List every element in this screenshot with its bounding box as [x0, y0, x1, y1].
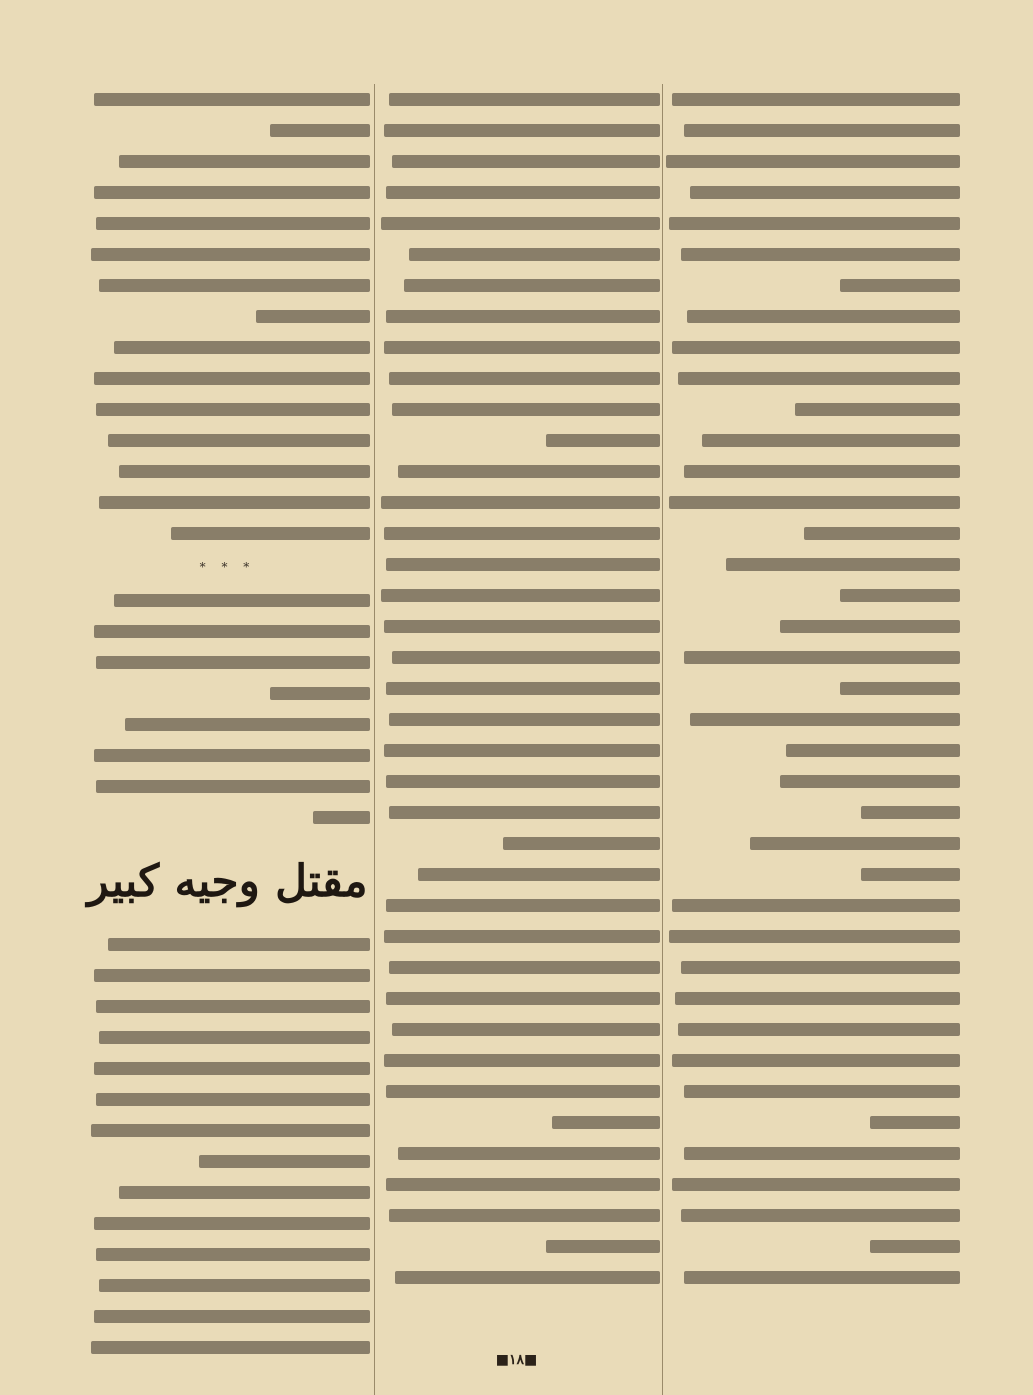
text-line	[660, 208, 960, 239]
text-line	[375, 425, 660, 456]
text-line	[375, 704, 660, 735]
text-line	[375, 1169, 660, 1200]
text-line	[85, 585, 370, 616]
text-line	[375, 177, 660, 208]
text-line	[660, 115, 960, 146]
text-line	[660, 394, 960, 425]
text-line	[660, 952, 960, 983]
text-line	[375, 859, 660, 890]
text-line	[85, 425, 370, 456]
text-line	[660, 456, 960, 487]
text-line	[85, 678, 370, 709]
text-line	[85, 146, 370, 177]
text-line	[85, 239, 370, 270]
text-line	[375, 921, 660, 952]
text-line	[85, 1177, 370, 1208]
text-line	[660, 270, 960, 301]
text-line	[85, 771, 370, 802]
text-line	[375, 1014, 660, 1045]
text-line	[660, 332, 960, 363]
text-line	[660, 1014, 960, 1045]
text-line	[660, 1200, 960, 1231]
text-line	[660, 673, 960, 704]
text-line	[85, 1146, 370, 1177]
text-line	[85, 1208, 370, 1239]
text-line	[375, 1076, 660, 1107]
text-line	[85, 991, 370, 1022]
text-line	[375, 208, 660, 239]
text-line	[85, 1239, 370, 1270]
text-line	[660, 859, 960, 890]
text-line	[85, 301, 370, 332]
text-line	[85, 363, 370, 394]
text-line	[85, 208, 370, 239]
text-line	[375, 642, 660, 673]
text-line	[375, 363, 660, 394]
text-line	[85, 740, 370, 771]
text-line	[85, 270, 370, 301]
text-line	[375, 549, 660, 580]
text-line	[85, 518, 370, 549]
text-line	[85, 394, 370, 425]
text-line	[660, 735, 960, 766]
text-line	[85, 709, 370, 740]
text-line	[660, 766, 960, 797]
text-line	[85, 1301, 370, 1332]
text-line	[375, 518, 660, 549]
text-line	[375, 239, 660, 270]
text-line	[375, 1045, 660, 1076]
text-line	[375, 301, 660, 332]
text-line	[660, 1045, 960, 1076]
text-line	[660, 1076, 960, 1107]
text-line	[375, 797, 660, 828]
text-line	[660, 363, 960, 394]
text-line	[85, 1022, 370, 1053]
text-line	[85, 1084, 370, 1115]
text-line	[660, 487, 960, 518]
text-line	[85, 487, 370, 518]
text-line	[375, 580, 660, 611]
text-line	[375, 1231, 660, 1262]
text-line	[85, 115, 370, 146]
text-line	[660, 704, 960, 735]
text-line	[375, 84, 660, 115]
text-line	[660, 84, 960, 115]
text-line	[660, 828, 960, 859]
text-line	[85, 647, 370, 678]
text-line	[85, 960, 370, 991]
text-line	[85, 616, 370, 647]
text-line	[660, 239, 960, 270]
text-line	[660, 580, 960, 611]
text-line	[660, 797, 960, 828]
text-line	[660, 518, 960, 549]
text-line	[375, 115, 660, 146]
text-line	[660, 1262, 960, 1293]
text-line	[660, 177, 960, 208]
text-line	[660, 983, 960, 1014]
text-line	[375, 456, 660, 487]
text-line	[660, 1231, 960, 1262]
text-line	[375, 332, 660, 363]
text-line	[375, 890, 660, 921]
text-line	[375, 952, 660, 983]
text-line	[660, 1138, 960, 1169]
text-line	[375, 1138, 660, 1169]
text-line	[85, 177, 370, 208]
text-line	[85, 84, 370, 115]
text-line	[375, 487, 660, 518]
text-line	[85, 1115, 370, 1146]
text-line	[660, 1107, 960, 1138]
text-line	[375, 735, 660, 766]
text-line	[660, 549, 960, 580]
text-line	[85, 1053, 370, 1084]
text-line	[660, 611, 960, 642]
text-line	[375, 673, 660, 704]
text-line	[660, 301, 960, 332]
text-line	[375, 611, 660, 642]
text-line	[85, 1270, 370, 1301]
text-line	[375, 270, 660, 301]
text-line	[660, 425, 960, 456]
text-line	[85, 332, 370, 363]
text-column-left	[85, 84, 370, 1395]
text-line	[375, 983, 660, 1014]
text-line	[375, 146, 660, 177]
article-headline: مقتل وجيه كبير	[87, 855, 368, 907]
text-line	[85, 929, 370, 960]
section-separator: * * *	[199, 560, 256, 574]
text-line	[375, 394, 660, 425]
page-number: ■١٨■	[495, 1352, 538, 1368]
text-line	[85, 456, 370, 487]
text-line	[375, 1262, 660, 1293]
text-line	[375, 828, 660, 859]
text-line	[660, 146, 960, 177]
text-line	[85, 802, 370, 833]
text-line	[660, 642, 960, 673]
text-line	[660, 1169, 960, 1200]
text-line	[660, 890, 960, 921]
text-line	[375, 766, 660, 797]
text-column-right	[660, 84, 960, 1395]
text-line	[660, 921, 960, 952]
text-column-middle	[375, 84, 660, 1395]
text-line	[375, 1200, 660, 1231]
text-line	[375, 1107, 660, 1138]
